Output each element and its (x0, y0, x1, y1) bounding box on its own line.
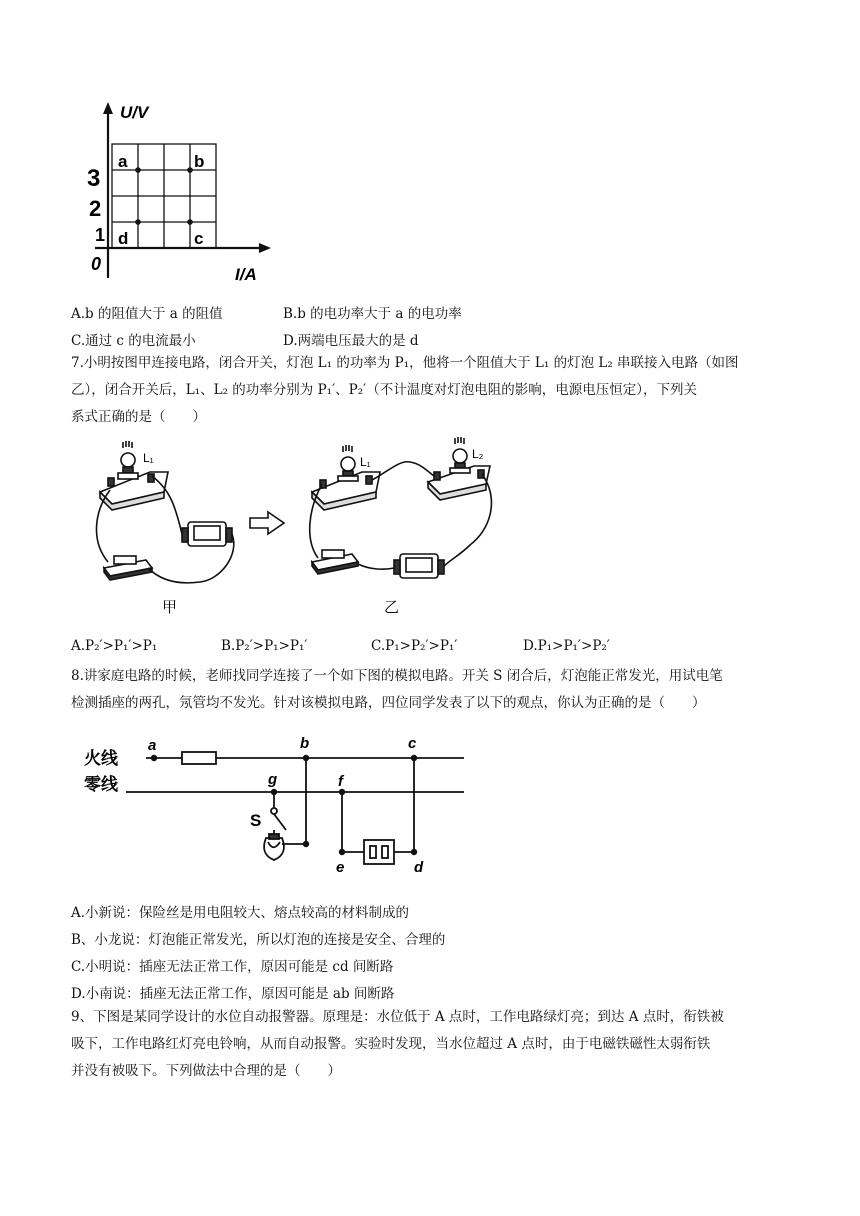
q6-option-c[interactable]: C.通过 c 的电流最小 (71, 333, 196, 349)
y-tick-1: 1 (95, 225, 106, 245)
q7-circuit-figure (90, 430, 520, 630)
point-label-a: a (118, 152, 128, 171)
q7-option-c[interactable]: C.P₁>P₂′>P₁′ (371, 638, 458, 654)
q7-stem-line-3: 系式正确的是（ ） (71, 409, 206, 425)
switch-s (274, 814, 286, 830)
q8-stem-line-1: 8.讲家庭电路的时候，老师找同学连接了一个如下图的模拟电路。开关 S 闭合后，灯泡能正常发光，用试电笔 (71, 668, 723, 684)
y-axis-label: U/V (120, 103, 149, 122)
q8-option-b[interactable]: B、小龙说：灯泡能正常发光，所以灯泡的连接是安全、合理的 (71, 932, 446, 948)
q7-stem-line-2: 乙），闭合开关后，L₁、L₂ 的功率分别为 P₁′、P₂′（不计温度对灯泡电阻的影响，电源电压恒定），下列关 (71, 382, 697, 398)
q7-option-a[interactable]: A.P₂′>P₁′>P₁ (71, 638, 158, 654)
q6-option-d[interactable]: D.两端电压最大的是 d (283, 333, 419, 349)
q8-option-c[interactable]: C.小明说：插座无法正常工作，原因可能是 cd 间断路 (71, 959, 394, 975)
node-label-a: a (148, 737, 157, 754)
circuit-jia (96, 441, 233, 583)
q7-option-d[interactable]: D.P₁>P₁′>P₂′ (523, 638, 610, 654)
node-label-g: g (268, 771, 278, 788)
node-label-f: f (338, 773, 343, 790)
bulb-label-l2-yi: L₂ (472, 447, 484, 461)
switch-label: S (250, 811, 262, 830)
fig-label-yi: 乙 (384, 599, 400, 616)
socket (364, 840, 394, 864)
point-label-d: d (118, 229, 129, 248)
graph-point-d (135, 219, 141, 225)
node-label-e: e (336, 859, 345, 876)
graph-point-c (187, 219, 193, 225)
y-tick-2: 2 (89, 196, 102, 221)
bulb-label-l1-jia: L₁ (143, 451, 154, 465)
live-wire-label: 火线 (84, 749, 118, 768)
q8-stem-line-2: 检测插座的两孔，氖管均不发光。针对该模拟电路，四位同学发表了以下的观点，你认为正确的是（ ） (71, 695, 706, 711)
node-label-b: b (300, 735, 310, 752)
origin-label: 0 (91, 254, 102, 274)
y-tick-3: 3 (87, 165, 101, 192)
graph-point-b (187, 167, 193, 173)
q7-stem-line-1: 7.小明按图甲连接电路，闭合开关，灯泡 L₁ 的功率为 P₁，他将一个阻值大于 L₁ 的灯泡 L₂ 串联接入电路（如图 (71, 355, 739, 371)
q9-stem-line-2: 吸下，工作电路红灯亮电铃响，从而自动报警。实验时发现，当水位超过 A 点时，由于电磁铁磁性太弱衔铁 (71, 1036, 711, 1052)
q9-stem-line-1: 9、下图是某同学设计的水位自动报警器。原理是：水位低于 A 点时，工作电路绿灯亮；到达 A 点时，衔铁被 (71, 1009, 724, 1025)
x-axis-label: I/A (235, 265, 257, 284)
q7-stem (71, 350, 801, 431)
q8-option-d[interactable]: D.小南说：插座无法正常工作，原因可能是 ab 间断路 (71, 986, 395, 1002)
fuse (182, 752, 216, 764)
point-label-b: b (194, 152, 205, 171)
arrow-icon (250, 512, 284, 534)
q6-option-a[interactable]: A.b 的阻值大于 a 的阻值 (71, 306, 223, 322)
q8-stem (71, 663, 801, 717)
q9-stem-line-3: 并没有被吸下。下列做法中合理的是（ ） (71, 1063, 341, 1079)
q7-option-b[interactable]: B.P₂′>P₁>P₁′ (221, 638, 308, 654)
circuit-yi (310, 437, 492, 578)
neutral-wire-label: 零线 (84, 775, 118, 794)
q8-option-a[interactable]: A.小新说：保险丝是用电阻较大、熔点较高的材料制成的 (71, 905, 410, 921)
q9-stem (71, 1004, 801, 1085)
node-label-d: d (414, 859, 424, 876)
u-i-graph (85, 98, 285, 288)
q6-option-b[interactable]: B.b 的电功率大于 a 的电功率 (283, 306, 462, 322)
point-label-c: c (194, 229, 204, 248)
node-label-c: c (408, 735, 417, 752)
fig-label-jia: 甲 (162, 599, 178, 616)
bulb-label-l1-yi: L₁ (360, 455, 371, 469)
graph-point-a (135, 167, 141, 173)
q8-household-circuit (78, 730, 478, 880)
lamp-icon (264, 838, 284, 860)
